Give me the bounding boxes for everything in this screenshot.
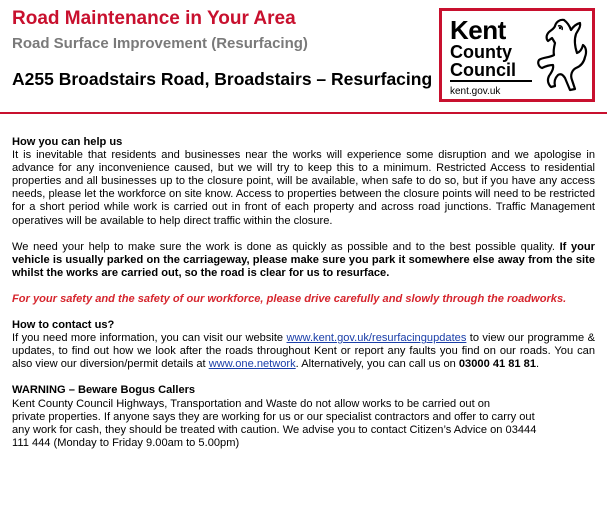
header-divider <box>0 112 607 114</box>
warning-heading: WARNING – Beware Bogus Callers <box>12 384 196 397</box>
contact-text-1: If you need more information, you can visit our website <box>12 332 284 345</box>
contact-text-3: . Alternatively, you can call us on <box>295 358 456 371</box>
warning-line-1: Kent County Council Highways, Transportation and Waste do not allow works to be carried out on <box>12 397 491 410</box>
contact-text-2: to view our programme & updates, to find out how we look after the roads throughout Kent or report any faults you find on our roads. You can also view our diversion/permit details at <box>12 332 595 371</box>
works-location-title: A255 Broadstairs Road, Broadstairs – Resurfacing <box>12 69 433 89</box>
page-title: Road Maintenance in Your Area <box>12 8 296 29</box>
warning-line-3: any work for cash, they should be treated with caution. We advise you to contact Citizen’s Advice on 03444 <box>12 423 537 436</box>
page-subtitle: Road Surface Improvement (Resurfacing) <box>12 35 308 52</box>
logo-kent: Kent <box>450 15 506 45</box>
parking-bold-text: If your vehicle is usually parked on the carriageway, please make sure you park it somewhere else away from the site whilst the works are carried out, so the road is clear for us to resurface. <box>12 240 596 279</box>
one-network-link[interactable]: www.one.network <box>208 358 296 371</box>
resurfacing-updates-link[interactable]: www.kent.gov.uk/resurfacingupdates <box>286 332 467 345</box>
parking-paragraph <box>12 241 595 280</box>
warning-line-2: private properties. If anyone says they are working for us or our specialist contractors and offer to carry out <box>12 410 535 423</box>
help-paragraph: It is inevitable that residents and businesses near the works will experience some disruption and we apologise in advance for any inconvenience caused, but we will try to keep this to a minimum. Restricted Access to residential properties and all businesses up to the closure point, will be available, when safe to do so, but if you have any access needs, please let the workforce on site know. Access to properties between the closure points will need to be restricted for a short period while work is carried out in front of each property and across road junctions. Traffic Management operatives will be available to help direct traffic within the closure. <box>12 149 595 227</box>
parking-plain-text: We need your help to make sure the work is done as quickly as possible and to the best possible quality. <box>12 240 555 253</box>
safety-note: For your safety and the safety of our workforce, please drive carefully and slowly through the roadworks. <box>12 292 567 305</box>
contact-paragraph <box>12 332 595 371</box>
warning-line-4: 111 444 (Monday to Friday 9.00am to 5.00pm) <box>12 436 240 449</box>
logo-wordmark <box>450 17 516 79</box>
contact-phone: 03000 41 81 81 <box>458 358 537 371</box>
help-heading: How you can help us <box>12 136 123 148</box>
logo-council: Council <box>450 60 516 80</box>
contact-text-4: . <box>536 358 540 371</box>
kent-county-council-logo <box>439 8 595 102</box>
notice-body <box>12 136 595 450</box>
logo-rule <box>450 80 532 82</box>
logo-url: kent.gov.uk <box>450 86 501 97</box>
white-horse-icon <box>534 16 589 94</box>
contact-heading: How to contact us? <box>12 319 115 332</box>
logo-county: County <box>450 42 512 62</box>
logo-frame <box>441 10 593 100</box>
